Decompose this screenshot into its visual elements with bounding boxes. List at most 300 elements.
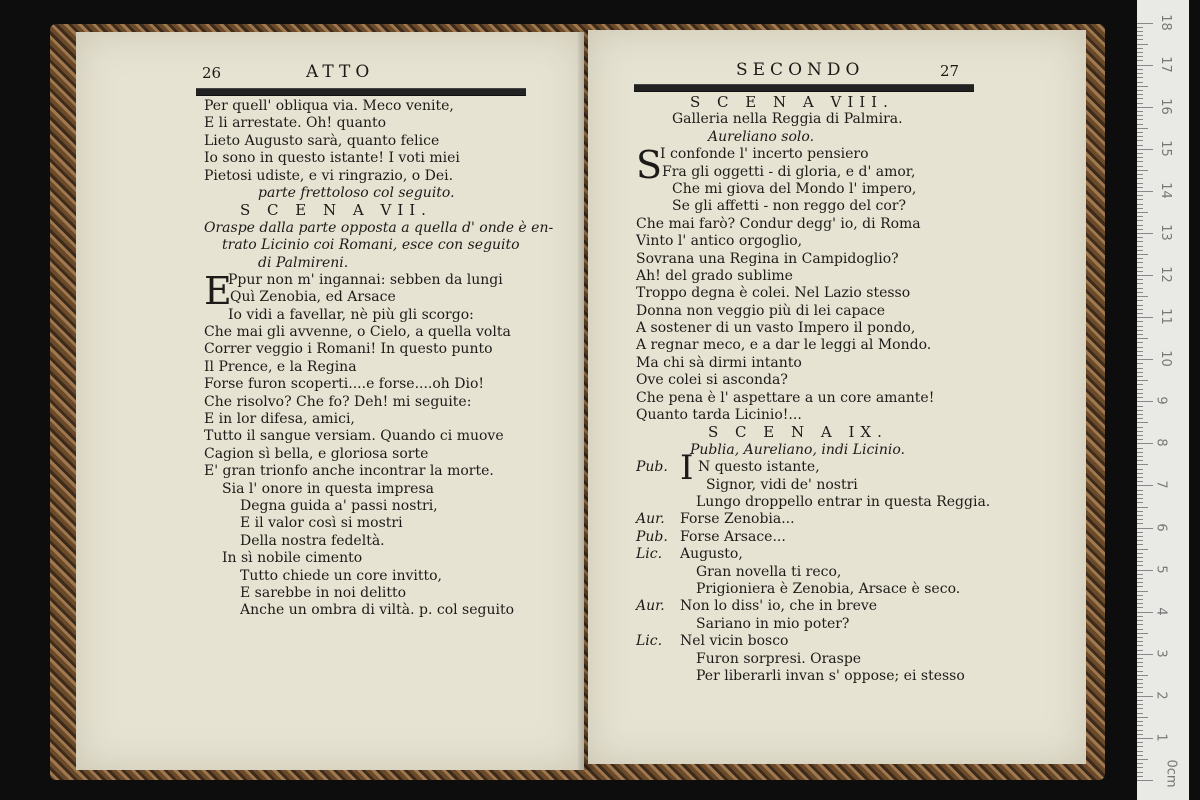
ruler-tick [1137,671,1143,672]
text-line [636,355,1076,372]
line-text: Galleria nella Reggia di Palmira. [672,111,903,128]
right-text-block [636,94,1076,685]
text-line [636,251,1076,268]
right-running-head: SECONDO [736,60,865,80]
line-text: Troppo degna è colei. Nel Lazio stesso [636,285,911,302]
ruler-tick [1137,174,1143,175]
ruler-tick [1137,620,1143,621]
ruler-number: 14 [1157,182,1173,199]
ruler-tick [1137,296,1148,297]
text-line [636,511,1076,528]
ruler-tick [1137,90,1143,91]
line-text: Lungo droppello entrar in questa Reggia. [696,493,991,510]
line-text: Ove colei si asconda? [636,372,788,389]
ruler-tick [1137,65,1153,66]
ruler-tick [1137,338,1148,339]
line-text: Sovrana una Regina in Campidoglio? [636,250,899,267]
ruler-tick [1137,124,1143,125]
ruler-tick [1137,448,1143,449]
ruler-tick [1137,586,1143,587]
ruler-tick [1137,52,1143,53]
ruler-tick [1137,258,1143,259]
text-line [204,115,576,132]
ruler-tick [1137,44,1148,45]
text-line [636,407,1076,424]
text-line [204,341,576,358]
ruler-tick [1137,35,1143,36]
left-page [76,32,584,770]
ruler-tick [1137,507,1148,508]
line-text: Donna non veggio più di lei capace [636,302,885,319]
left-text-block [204,98,576,620]
text-line [636,616,1076,633]
ruler-tick [1137,309,1143,310]
ruler-tick [1137,540,1143,541]
ruler-tick [1137,376,1143,377]
line-text: parte frettoloso col seguito. [258,184,455,201]
line-text: Prigioniera è Zenobia, Arsace è seco. [696,580,961,597]
text-line [204,220,576,237]
ruler-tick [1137,393,1143,394]
line-text: Cagion sì bella, e gloriosa sorte [204,445,429,462]
line-text: Nel vicin bosco [680,633,789,650]
ruler-tick [1137,246,1143,247]
ruler-tick [1137,641,1143,642]
ruler-tick [1137,422,1148,423]
ruler-tick [1137,502,1143,503]
speaker-label: Pub. [636,459,668,476]
ruler-tick [1137,271,1143,272]
ruler-tick [1137,603,1143,604]
line-text: S C E N A VII. [240,201,432,220]
ruler-tick [1137,666,1143,667]
ruler-tick [1137,494,1143,495]
ruler-tick [1137,406,1143,407]
left-running-head: ATTO [306,62,375,82]
line-text: A regnar meco, e a dar le leggi al Mondo. [636,337,932,354]
ruler-tick [1137,780,1153,781]
ruler-tick [1137,153,1143,154]
ruler-tick [1137,629,1143,630]
ruler-tick [1137,713,1143,714]
ruler-tick [1137,616,1143,617]
text-line [636,651,1076,668]
ruler-tick [1137,725,1143,726]
ruler-tick [1137,708,1143,709]
ruler-tick [1137,279,1143,280]
ruler-tick [1137,511,1143,512]
text-line [204,463,576,480]
right-page [588,30,1086,764]
ruler-tick [1137,170,1148,171]
ruler-tick [1137,523,1143,524]
text-line [636,390,1076,407]
line-text: Aureliano solo. [708,128,815,145]
ruler-tick [1137,427,1143,428]
line-text: S C E N A VIII. [690,93,894,111]
ruler-number: 13 [1157,224,1173,241]
ruler-tick [1137,111,1143,112]
ruler-tick [1137,149,1153,150]
ruler-tick [1137,633,1148,634]
text-line [204,202,576,219]
ruler-tick [1137,313,1143,314]
ruler-tick [1137,679,1143,680]
ruler-tick [1137,157,1143,158]
ruler-tick [1137,645,1143,646]
line-text: S C E N A IX. [708,423,888,442]
line-text: Tutto il sangue versiam. Quando ci muove [204,428,504,445]
ruler-tick [1137,456,1143,457]
ruler-tick [1137,738,1153,739]
text-line [636,372,1076,389]
line-text: Non lo diss' io, che in breve [680,598,878,615]
line-text: Che mi giova del Mondo l' impero, [672,180,917,197]
ruler-tick [1137,763,1143,764]
ruler-tick [1137,39,1143,40]
text-line [636,111,1076,128]
ruler-number: 11 [1157,308,1173,325]
ruler-tick [1137,225,1143,226]
ruler-tick [1137,464,1148,465]
ruler-tick [1137,549,1148,550]
ruler-tick [1137,717,1148,718]
ruler-tick [1137,94,1143,95]
ruler-tick [1137,355,1143,356]
ruler-number: 17 [1157,55,1173,73]
ruler-tick [1137,675,1148,676]
ruler-tick [1137,183,1143,184]
ruler-tick [1137,401,1153,402]
ruler-number: 2 [1153,691,1169,700]
ruler-tick [1137,582,1143,583]
ruler-tick [1137,212,1148,213]
text-line [204,446,576,463]
ruler-number: 10 [1157,350,1173,368]
ruler-tick [1137,532,1143,533]
text-line [204,585,576,602]
ruler-tick [1137,326,1143,327]
ruler-number: 3 [1153,649,1169,658]
text-line [636,268,1076,285]
line-text: Gran novella ti reco, [696,563,842,580]
ruler-tick [1137,384,1143,385]
text-line [204,394,576,411]
ruler-tick [1137,86,1148,87]
ruler-tick [1137,397,1143,398]
ruler-tick [1137,721,1143,722]
left-folio: 26 [202,64,222,82]
ruler-number: 16 [1157,97,1173,115]
ruler-tick [1137,481,1143,482]
ruler-tick [1137,759,1148,760]
ruler-tick [1137,683,1143,684]
ruler-tick [1137,98,1143,99]
ruler-tick [1137,431,1143,432]
ruler-tick [1137,687,1143,688]
ruler-number: 12 [1157,266,1173,283]
ruler-tick [1137,300,1143,301]
ruler-tick [1137,368,1143,369]
text-line [636,581,1076,598]
line-text: E il valor così si mostri [240,515,403,532]
ruler-tick [1137,498,1143,499]
drop-cap: S [636,143,663,188]
ruler-tick [1137,578,1143,579]
text-line [204,602,576,619]
line-text: Fra gli oggetti - di gloria, e d' amor, [662,163,916,180]
ruler-tick [1137,742,1143,743]
ruler-tick [1137,700,1143,701]
line-text: Signor, vidi de' nostri [706,476,858,493]
ruler-number: 18 [1157,13,1173,31]
line-text: Correr veggio i Romani! In questo punto [204,341,493,358]
ruler-tick [1137,23,1153,24]
text-line [204,237,576,254]
line-text: Io sono in questo istante! I voti miei [204,150,460,167]
ruler-tick [1137,317,1153,318]
speaker-label: Lic. [636,633,663,650]
line-text: E in lor difesa, amici, [204,411,355,428]
text-line [636,129,1076,146]
measuring-ruler [1137,0,1189,800]
ruler-tick [1137,519,1143,520]
ruler-tick [1137,755,1143,756]
drop-cap: E [204,268,232,313]
ruler-unit-label: 0cm [1163,759,1179,788]
line-text: A sostener di un vasto Impero il pondo, [636,320,916,337]
text-line [204,289,576,306]
text-line [636,668,1076,685]
text-line [636,598,1076,615]
ruler-tick [1137,69,1143,70]
line-text: Vinto l' antico orgoglio, [636,233,803,250]
ruler-tick [1137,56,1143,57]
ruler-tick [1137,27,1143,28]
ruler-tick [1137,410,1143,411]
ruler-tick [1137,199,1143,200]
line-text: Che mai farò? Condur degg' io, di Roma [636,215,921,232]
ruler-tick [1137,599,1143,600]
ruler-number: 1 [1153,733,1169,742]
line-text: Il Prence, e la Regina [204,358,357,375]
line-text: Quì Zenobia, ed Arsace [230,289,396,306]
ruler-tick [1137,342,1143,343]
line-text: Ppur non m' ingannai: sebben da lungi [228,271,503,288]
ruler-tick [1137,107,1153,108]
text-line [636,198,1076,215]
ruler-tick [1137,187,1143,188]
ruler-tick [1137,191,1153,192]
line-text: Ah! del grado sublime [636,267,793,284]
text-line [204,307,576,324]
ruler-tick [1137,767,1143,768]
text-line [636,337,1076,354]
ruler-tick [1137,347,1143,348]
ruler-number: 7 [1153,480,1169,490]
line-text: Lieto Augusto sarà, quanto felice [204,132,440,149]
text-line [204,185,576,202]
line-text: E li arrestate. Oh! quanto [204,115,387,132]
speaker-label: Lic. [636,546,663,563]
line-text: Ma chi sà dirmi intanto [636,354,802,371]
speaker-label: Pub. [636,528,668,545]
text-line [636,529,1076,546]
ruler-tick [1137,637,1143,638]
ruler-tick [1137,195,1143,196]
text-line [636,633,1076,650]
text-line [636,233,1076,250]
ruler-tick [1137,204,1143,205]
text-line [204,324,576,341]
line-text: Che mai gli avvenne, o Cielo, a quella volta [204,324,511,341]
ruler-tick [1137,262,1143,263]
ruler-tick [1137,418,1143,419]
text-line [636,216,1076,233]
text-line [636,181,1076,198]
ruler-tick [1137,591,1148,592]
text-line [636,285,1076,302]
line-text: Furon sorpresi. Oraspe [696,650,862,667]
text-line [204,133,576,150]
ruler-tick [1137,275,1153,276]
ruler-tick [1137,607,1143,608]
speaker-label: Aur. [636,511,665,528]
line-text: Anche un ombra di viltà. p. col seguito [240,602,515,619]
ruler-tick [1137,528,1153,529]
ruler-tick [1137,515,1143,516]
ruler-tick [1137,119,1143,120]
text-line [204,376,576,393]
line-text: Se gli affetti - non reggo del cor? [672,198,906,215]
ruler-number: 4 [1153,607,1169,616]
line-text: Forse furon scoperti....e forse....oh Dio! [204,376,485,393]
line-text: Sia l' onore in questa impresa [222,480,434,497]
ruler-tick [1137,103,1143,104]
line-text: Quanto tarda Licinio!... [636,407,802,424]
ruler-number: 8 [1153,438,1169,448]
ruler-number: 6 [1153,522,1169,532]
ruler-tick [1137,477,1143,478]
ruler-tick [1137,650,1143,651]
ruler-tick [1137,612,1153,613]
line-text: Che pena è l' aspettare a un core amante! [636,389,935,406]
ruler-tick [1137,561,1143,562]
drop-cap: I [680,448,694,489]
text-line [636,320,1076,337]
ruler-tick [1137,536,1143,537]
ruler-tick [1137,443,1153,444]
ruler-tick [1137,565,1143,566]
line-text: I confonde l' incerto pensiero [660,146,869,163]
ruler-tick [1137,166,1143,167]
ruler-tick [1137,490,1143,491]
line-text: Tutto chiede un core invitto, [240,567,442,584]
ruler-number: 9 [1153,396,1169,405]
text-line [204,498,576,515]
text-line [204,481,576,498]
ruler-tick [1137,452,1143,453]
ruler-tick [1137,772,1143,773]
text-line [204,359,576,376]
right-folio: 27 [940,62,960,80]
ruler-tick [1137,435,1143,436]
text-line [636,546,1076,563]
text-line [204,98,576,115]
ruler-tick [1137,330,1143,331]
text-line [204,550,576,567]
ruler-tick [1137,237,1143,238]
ruler-tick [1137,363,1143,364]
ruler-tick [1137,283,1143,284]
ruler-tick [1137,662,1143,663]
ruler-tick [1137,305,1143,306]
line-text: Per quell' obliqua via. Meco venite, [204,98,454,114]
line-text: Della nostra fedeltà. [240,532,385,549]
line-text: Oraspe dalla parte opposta a quella d' onde è en- [204,219,554,236]
text-line [636,477,1076,494]
ruler-tick [1137,351,1143,352]
line-text: N questo istante, [698,459,820,476]
ruler-tick [1137,553,1143,554]
ruler-tick [1137,730,1143,731]
text-line [204,428,576,445]
ruler-tick [1137,241,1143,242]
line-text: Degna guida a' passi nostri, [240,497,438,514]
ruler-tick [1137,31,1143,32]
line-text: Pietosi udiste, e vi ringrazio, o Dei. [204,167,454,184]
ruler-tick [1137,229,1143,230]
text-line [204,255,576,272]
ruler-tick [1137,128,1148,129]
ruler-tick [1137,233,1153,234]
ruler-tick [1137,389,1143,390]
ruler-tick [1137,321,1143,322]
line-text: trato Licinio coi Romani, esce con seguito [222,237,520,254]
ruler-tick [1137,658,1143,659]
text-line [204,515,576,532]
line-text: E' gran trionfo anche incontrar la morte. [204,463,494,480]
ruler-tick [1137,145,1143,146]
ruler-tick [1137,82,1143,83]
line-text: In sì nobile cimento [222,550,363,567]
ruler-tick [1137,60,1143,61]
ruler-tick [1137,250,1143,251]
ruler-tick [1137,574,1143,575]
line-text: di Palmireni. [258,254,349,271]
line-text: Publia, Aureliano, indi Licinio. [690,441,905,458]
ruler-tick [1137,704,1143,705]
line-text: Io vidi a favellar, nè più gli scorgo: [228,306,474,323]
ruler-tick [1137,439,1143,440]
ruler-tick [1137,469,1143,470]
ruler-tick [1137,77,1143,78]
left-head-rule [196,88,526,96]
ruler-tick [1137,140,1143,141]
ruler-tick [1137,380,1148,381]
line-text: Augusto, [680,546,743,563]
ruler-tick [1137,751,1143,752]
ruler-tick [1137,178,1143,179]
ruler-tick [1137,692,1143,693]
ruler-tick [1137,254,1148,255]
ruler-tick [1137,696,1153,697]
ruler-tick [1137,595,1143,596]
speaker-label: Aur. [636,598,665,615]
ruler-tick [1137,267,1143,268]
ruler-tick [1137,161,1143,162]
text-line [636,442,1076,459]
